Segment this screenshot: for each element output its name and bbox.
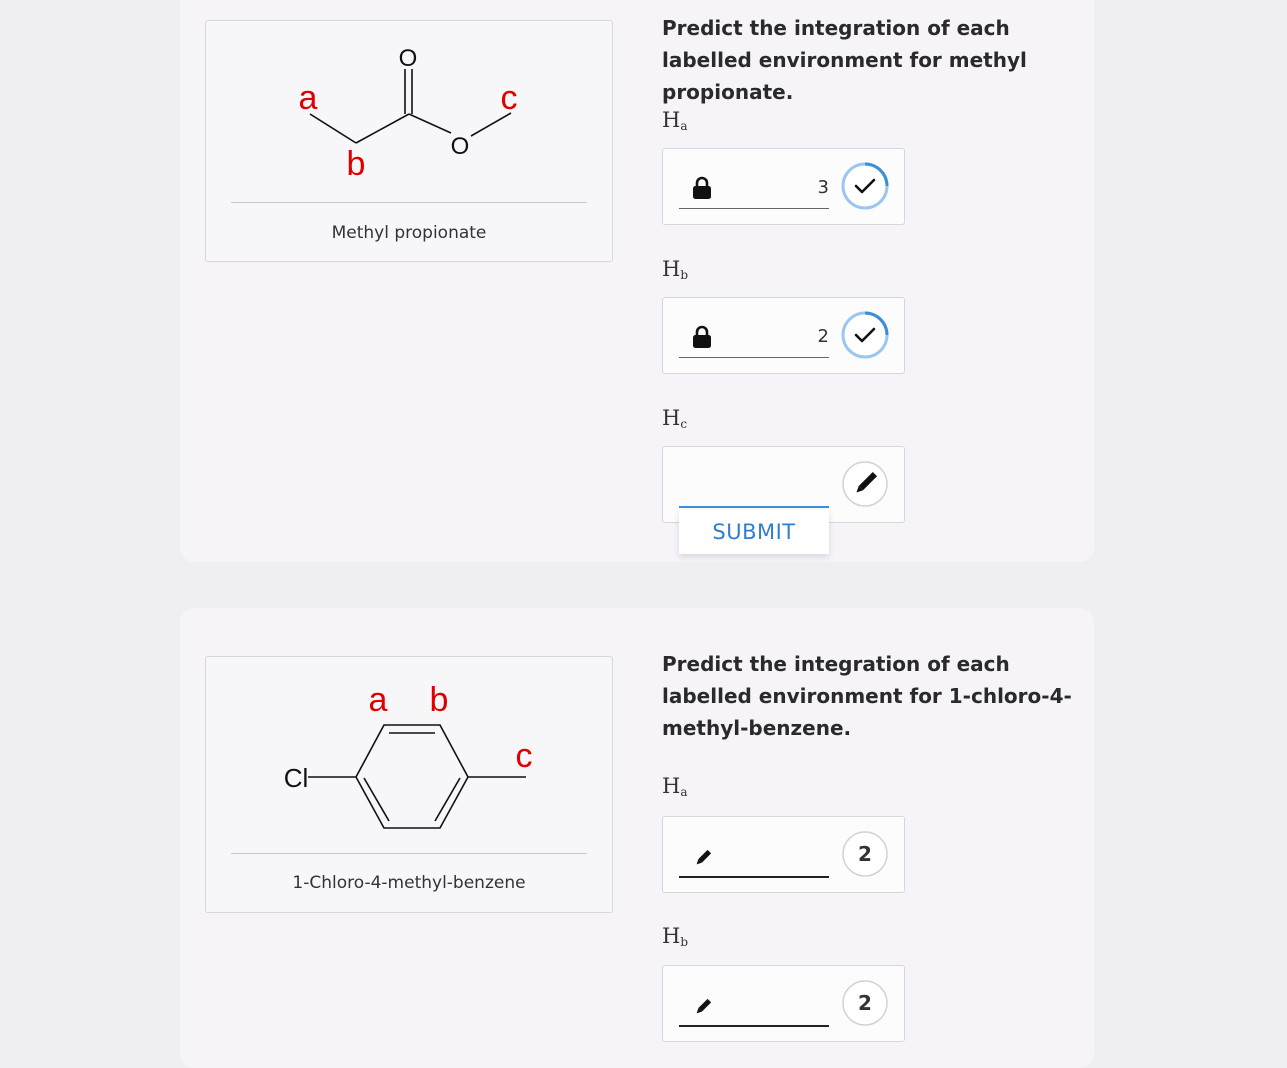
label-b: b xyxy=(429,681,449,719)
check-icon xyxy=(841,311,889,359)
ester-oxygen: O xyxy=(450,133,470,160)
carbonyl-oxygen: O xyxy=(398,45,418,72)
structure-caption: Methyl propionate xyxy=(331,223,487,243)
structure-panel xyxy=(205,656,613,913)
env-label-ha xyxy=(662,108,687,133)
pencil-icon xyxy=(841,460,889,508)
answer-field-hb xyxy=(679,315,829,358)
attempts-count: 2 xyxy=(858,842,872,866)
env-label-hc xyxy=(662,406,687,431)
check-icon xyxy=(841,162,889,210)
env-label-h: H xyxy=(662,108,681,132)
env-label-sub: c xyxy=(680,417,688,431)
env-label-h: H xyxy=(662,257,681,281)
problem-card-chloromethylbenzene xyxy=(180,608,1094,1068)
problem-card-methyl-propionate xyxy=(180,0,1094,562)
env-label-sub: b xyxy=(680,935,689,949)
env-label-h: H xyxy=(662,924,681,948)
edit-button-hc[interactable] xyxy=(841,460,889,508)
status-badge-ha xyxy=(841,162,889,210)
label-c: c xyxy=(515,737,533,775)
label-a: a xyxy=(368,681,388,719)
env-label-sub: b xyxy=(680,268,689,282)
answer-value: 2 xyxy=(817,326,829,347)
status-badge-hb xyxy=(841,311,889,359)
answer-box-hb xyxy=(662,965,905,1042)
chlorine-atom: Cl xyxy=(283,763,309,793)
label-b: b xyxy=(346,145,366,183)
env-label-ha xyxy=(662,774,687,799)
structure-caption: 1-Chloro-4-methyl-benzene xyxy=(292,873,526,893)
env-label-h: H xyxy=(662,774,681,798)
attempts-count: 2 xyxy=(858,991,872,1015)
env-label-sub: a xyxy=(680,785,688,799)
caption-divider xyxy=(231,202,587,203)
answer-box-ha xyxy=(662,816,905,893)
env-label-hb xyxy=(662,924,688,949)
submit-button[interactable]: SUBMIT xyxy=(679,510,829,554)
env-label-sub: a xyxy=(680,119,688,133)
structure-panel xyxy=(205,20,613,262)
pencil-icon xyxy=(691,846,715,870)
answer-box-ha xyxy=(662,148,905,225)
answer-input-hc[interactable] xyxy=(679,464,829,508)
pencil-icon xyxy=(691,995,715,1019)
lock-icon xyxy=(691,176,713,200)
attempts-badge-hb xyxy=(841,979,889,1027)
answer-box-hb xyxy=(662,297,905,374)
question-text: Predict the integration of each labelled environment for methyl propionate. xyxy=(662,16,1027,104)
env-label-hb xyxy=(662,257,688,282)
answer-input-ha[interactable] xyxy=(679,834,829,878)
answer-value: 3 xyxy=(817,177,829,198)
answer-input-hb[interactable] xyxy=(679,983,829,1027)
answer-field-ha xyxy=(679,166,829,209)
attempts-badge-ha xyxy=(841,830,889,878)
label-a: a xyxy=(298,79,318,117)
lock-icon xyxy=(691,325,713,349)
caption-divider xyxy=(231,853,587,854)
question-text: Predict the integration of each labelled environment for 1-chloro-4-methyl-benzene. xyxy=(662,652,1072,740)
label-c: c xyxy=(500,79,518,117)
env-label-h: H xyxy=(662,406,681,430)
